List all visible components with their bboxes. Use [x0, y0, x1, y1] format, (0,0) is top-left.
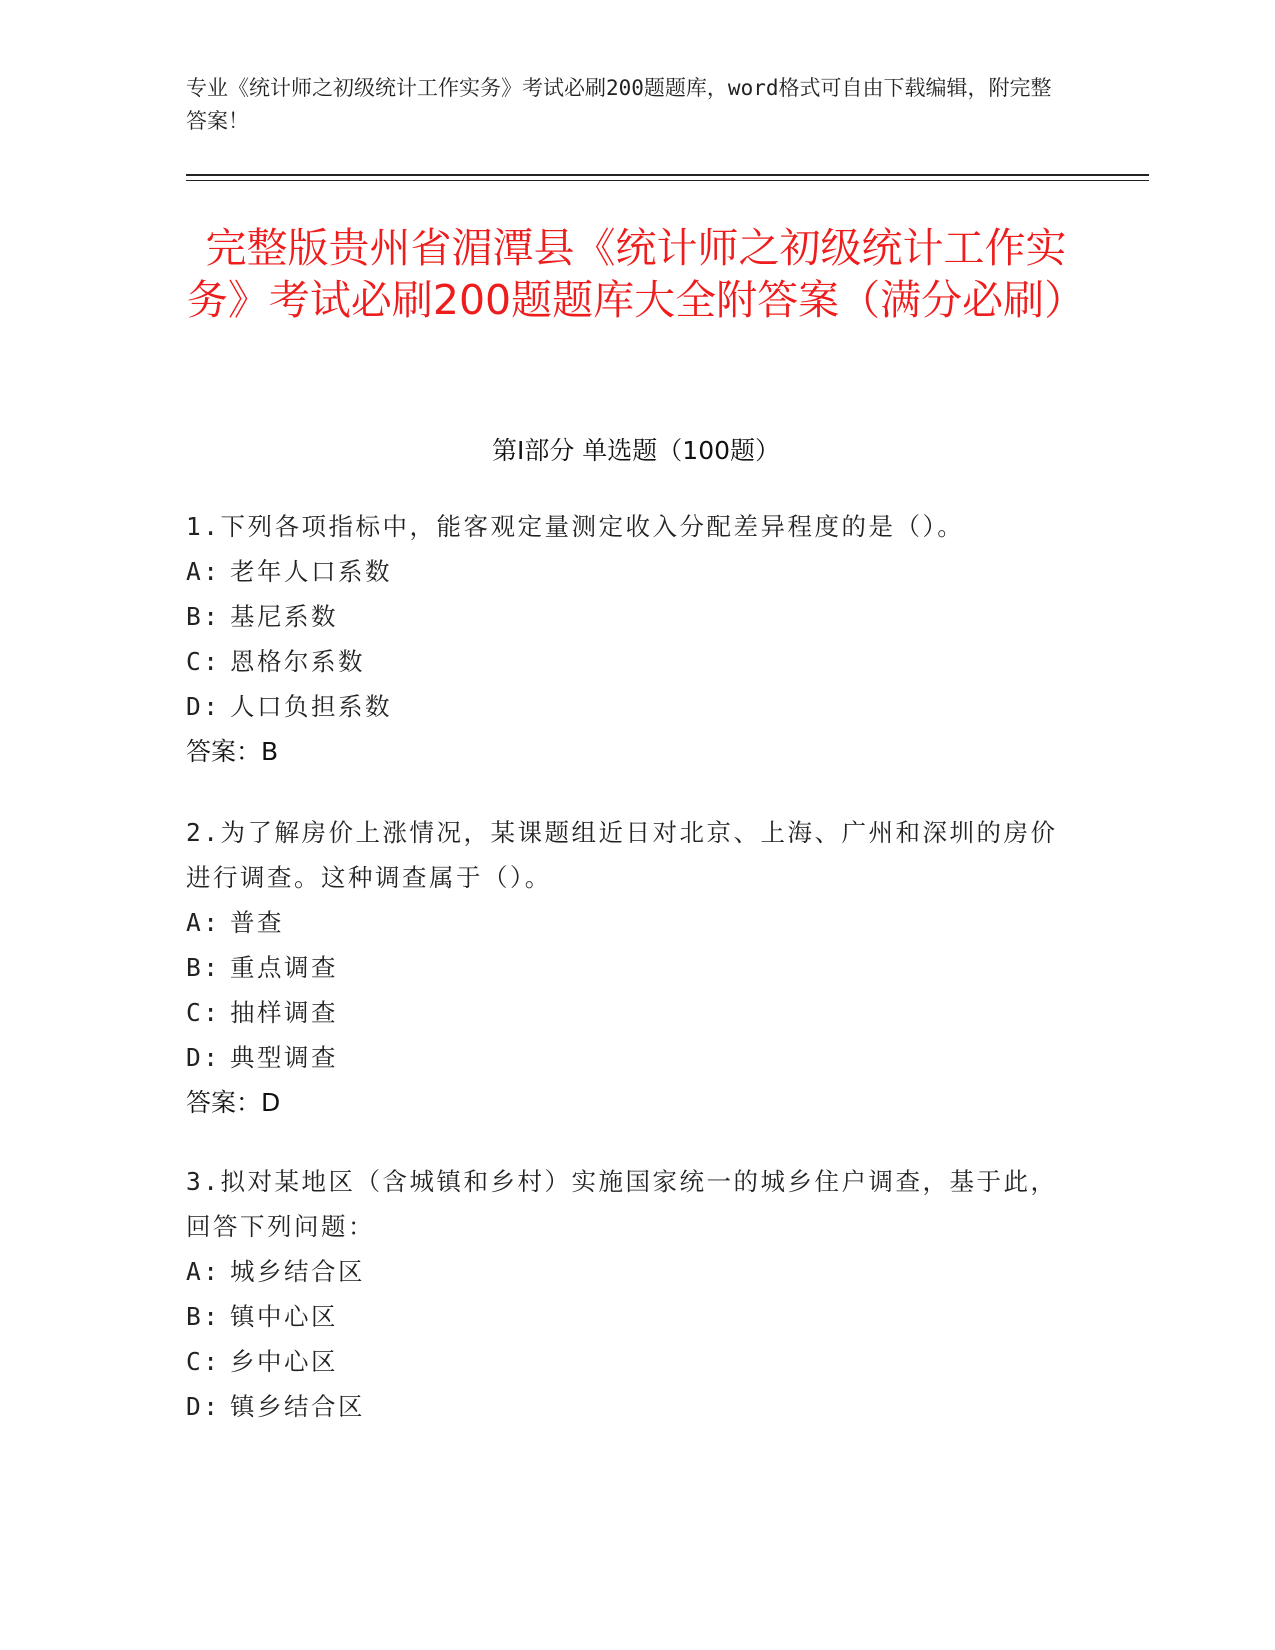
option-key: C: — [186, 1347, 221, 1376]
option-b — [186, 945, 1066, 990]
option-c — [186, 1339, 1066, 1384]
option-c — [186, 990, 1066, 1035]
option-text: 镇乡结合区 — [230, 1392, 365, 1421]
option-text: 城乡结合区 — [230, 1257, 365, 1286]
header-divider-thin — [186, 180, 1149, 181]
option-d — [186, 1035, 1066, 1080]
option-a — [186, 549, 1066, 594]
option-b — [186, 594, 1066, 639]
option-text: 镇中心区 — [230, 1302, 338, 1331]
option-b — [186, 1294, 1066, 1339]
option-key: B: — [186, 953, 221, 982]
question-stem: 3.拟对某地区（含城镇和乡村）实施国家统一的城乡住户调查，基于此，回答下列问题： — [186, 1167, 1058, 1241]
option-key: A: — [186, 908, 221, 937]
question-2 — [186, 810, 1066, 1125]
question-1 — [186, 504, 1066, 774]
header-note: 专业《统计师之初级统计工作实务》考试必刷200题题库，word格式可自由下载编辑，附完整答案！ — [186, 76, 1052, 133]
option-key: B: — [186, 1302, 221, 1331]
document-title: 完整版贵州省湄潭县《统计师之初级统计工作实务》考试必刷200题题库大全附答案（满分必刷） — [186, 224, 1086, 324]
option-text: 人口负担系数 — [230, 692, 392, 721]
option-text: 典型调查 — [230, 1043, 338, 1072]
option-text: 抽样调查 — [230, 998, 338, 1027]
option-key: C: — [186, 998, 221, 1027]
question-stem: 2.为了解房价上涨情况，某课题组近日对北京、上海、广州和深圳的房价进行调查。这种调查属于（）。 — [186, 818, 1058, 892]
option-text: 重点调查 — [230, 953, 338, 982]
option-key: D: — [186, 692, 221, 721]
option-text: 老年人口系数 — [230, 557, 392, 586]
option-key: A: — [186, 557, 221, 586]
option-text: 乡中心区 — [230, 1347, 338, 1376]
answer-label: 答案：D — [186, 1088, 281, 1117]
option-a — [186, 1249, 1066, 1294]
option-a — [186, 900, 1066, 945]
option-key: D: — [186, 1392, 221, 1421]
option-text: 普查 — [230, 908, 284, 937]
option-text: 基尼系数 — [230, 602, 338, 631]
option-c — [186, 639, 1066, 684]
option-d — [186, 684, 1066, 729]
option-text: 恩格尔系数 — [230, 647, 365, 676]
question-stem: 1.下列各项指标中，能客观定量测定收入分配差异程度的是（）。 — [186, 512, 965, 541]
option-key: A: — [186, 1257, 221, 1286]
answer-label: 答案：B — [186, 737, 279, 766]
option-key: D: — [186, 1043, 221, 1072]
header-divider-thick — [186, 174, 1149, 176]
option-d — [186, 1384, 1066, 1429]
question-3 — [186, 1159, 1066, 1429]
option-key: B: — [186, 602, 221, 631]
option-key: C: — [186, 647, 221, 676]
section-heading: 第I部分 单选题（100题） — [491, 436, 781, 465]
